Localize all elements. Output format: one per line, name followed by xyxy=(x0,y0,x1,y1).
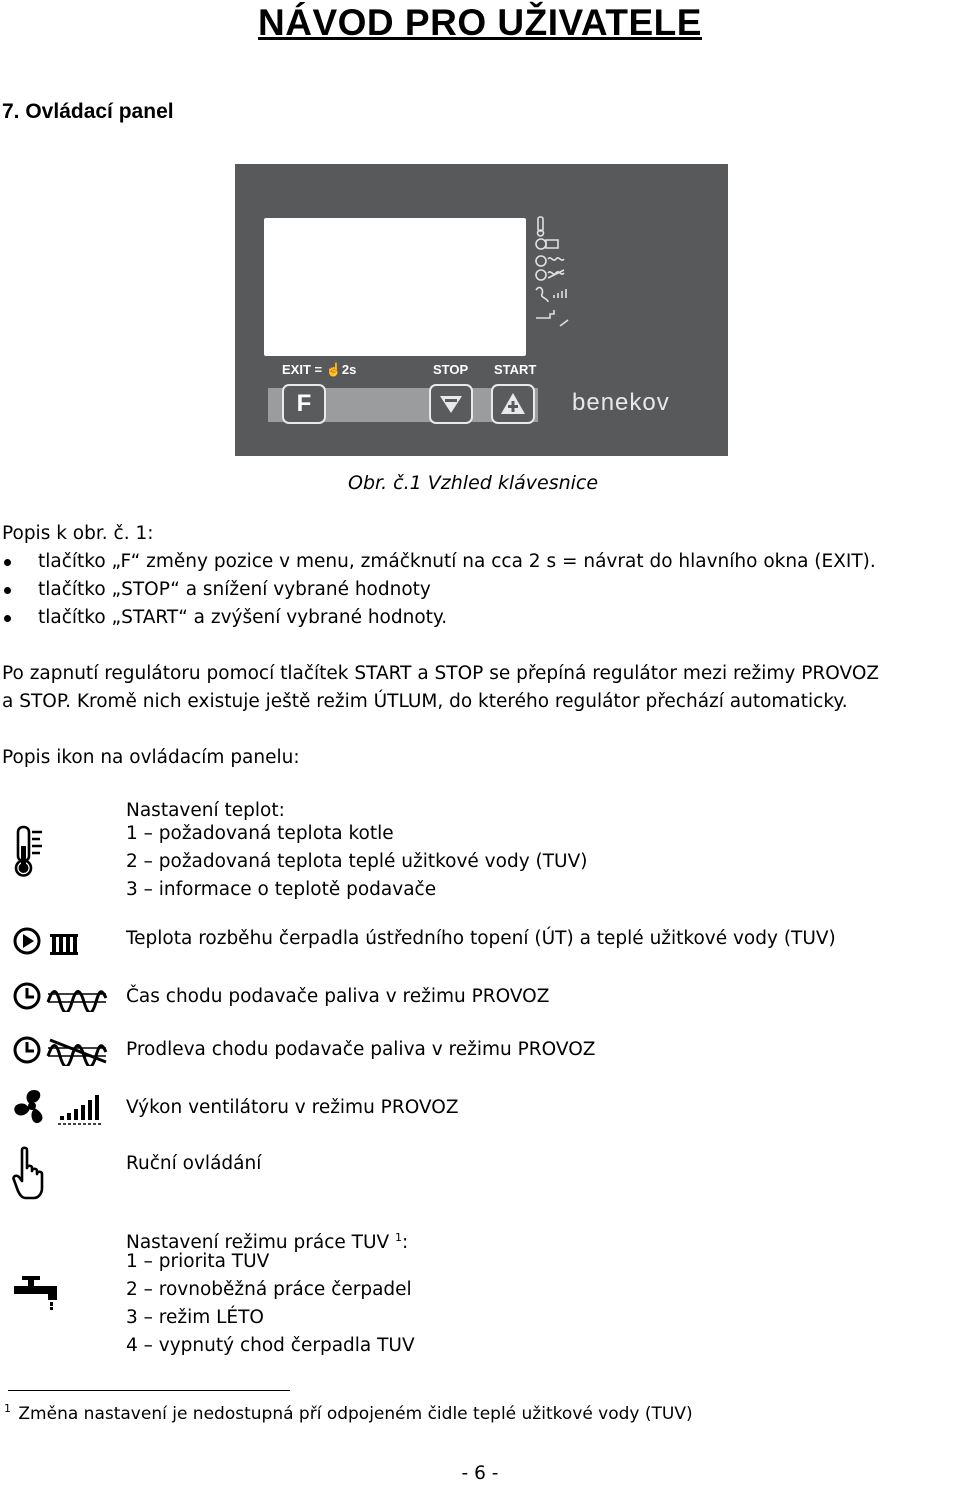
feeder-run-text: Čas chodu podavače paliva v režimu PROVOZ xyxy=(126,986,550,1007)
feeder-delay-clock-icon xyxy=(12,1034,112,1066)
temp-item: 3 – informace o teplotě podavače xyxy=(126,879,437,900)
icons-heading: Popis ikon na ovládacím panelu: xyxy=(2,747,300,768)
hand-icon: ☝ xyxy=(325,362,342,377)
bullet-dot xyxy=(4,559,11,566)
stop-key[interactable] xyxy=(429,384,473,424)
bullet-dot xyxy=(4,615,11,622)
temp-title: Nastavení teplot: xyxy=(126,800,285,821)
fan-icon xyxy=(12,1086,104,1126)
paragraph-line: Po zapnutí regulátoru pomocí tlačítek START a STOP se přepíná regulátor mezi režimy PROVOZ xyxy=(2,663,880,684)
bullet-item: tlačítko „STOP“ a snížení vybrané hodnoty xyxy=(38,579,431,600)
benekov-logo: benekov xyxy=(572,389,670,416)
description-intro: Popis k obr. č. 1: xyxy=(2,523,154,544)
bullet-dot xyxy=(4,587,11,594)
manual-hand-icon xyxy=(12,1146,48,1202)
stop-label: STOP xyxy=(433,362,469,377)
footnote-rule xyxy=(8,1390,290,1391)
water-tap-icon xyxy=(12,1274,62,1310)
pump-text: Teplota rozběhu čerpadla ústředního topení (ÚT) a teplé užitkové vody (TUV) xyxy=(126,928,836,949)
bullet-item: tlačítko „START“ a zvýšení vybrané hodnoty. xyxy=(38,607,448,628)
feeder-delay-text: Prodleva chodu podavače paliva v režimu PROVOZ xyxy=(126,1039,596,1060)
page-title: NÁVOD PRO UŽIVATELE xyxy=(258,2,702,43)
plus-triangle-icon xyxy=(493,386,533,422)
start-key[interactable] xyxy=(491,384,535,424)
start-label: START xyxy=(494,362,537,377)
footnote-number: 1 xyxy=(4,1402,11,1415)
pump-radiator-icon xyxy=(12,926,80,958)
feeder-run-clock-icon xyxy=(12,980,112,1012)
tuv-item: 2 – rovnoběžná práce čerpadel xyxy=(126,1279,412,1300)
bullet-item: tlačítko „F“ změny pozice v menu, zmáčknutí na cca 2 s = návrat do hlavního okna (EXIT). xyxy=(38,551,876,572)
tuv-item: 1 – priorita TUV xyxy=(126,1251,270,1272)
f-key[interactable] xyxy=(282,384,326,424)
lcd-screen xyxy=(264,218,526,356)
figure-caption: Obr. č.1 Vzhled klávesnice xyxy=(348,472,599,494)
temp-item: 2 – požadovaná teplota teplé užitkové vody (TUV) xyxy=(126,851,588,872)
section-heading: 7. Ovládací panel xyxy=(2,100,174,123)
f-key-label: F xyxy=(296,390,312,417)
footnote-text: Změna nastavení je nedostupná pří odpojeném čidle teplé užitkové vody (TUV) xyxy=(18,1403,693,1424)
minus-triangle-icon xyxy=(431,386,471,422)
tuv-item: 4 – vypnutý chod čerpadla TUV xyxy=(126,1335,415,1356)
temp-item: 1 – požadovaná teplota kotle xyxy=(126,823,394,844)
fan-text: Výkon ventilátoru v režimu PROVOZ xyxy=(126,1097,459,1118)
exit-label: EXIT = ☝2s xyxy=(282,362,357,377)
panel-icon-column xyxy=(530,214,586,344)
manual-text: Ruční ovládání xyxy=(126,1153,262,1174)
footnote-mark: 1 xyxy=(395,1231,403,1244)
thermometer-icon xyxy=(12,824,44,878)
page-number: - 6 - xyxy=(461,1463,499,1484)
tuv-item: 3 – režim LÉTO xyxy=(126,1307,264,1328)
footnote xyxy=(4,1402,693,1424)
tuv-title: Nastavení režimu práce TUV $^1$: xyxy=(126,1231,409,1254)
paragraph-line: a STOP. Kromě nich existuje ještě režim ÚTLUM, do kterého regulátor přechází automaticky. xyxy=(2,691,848,712)
